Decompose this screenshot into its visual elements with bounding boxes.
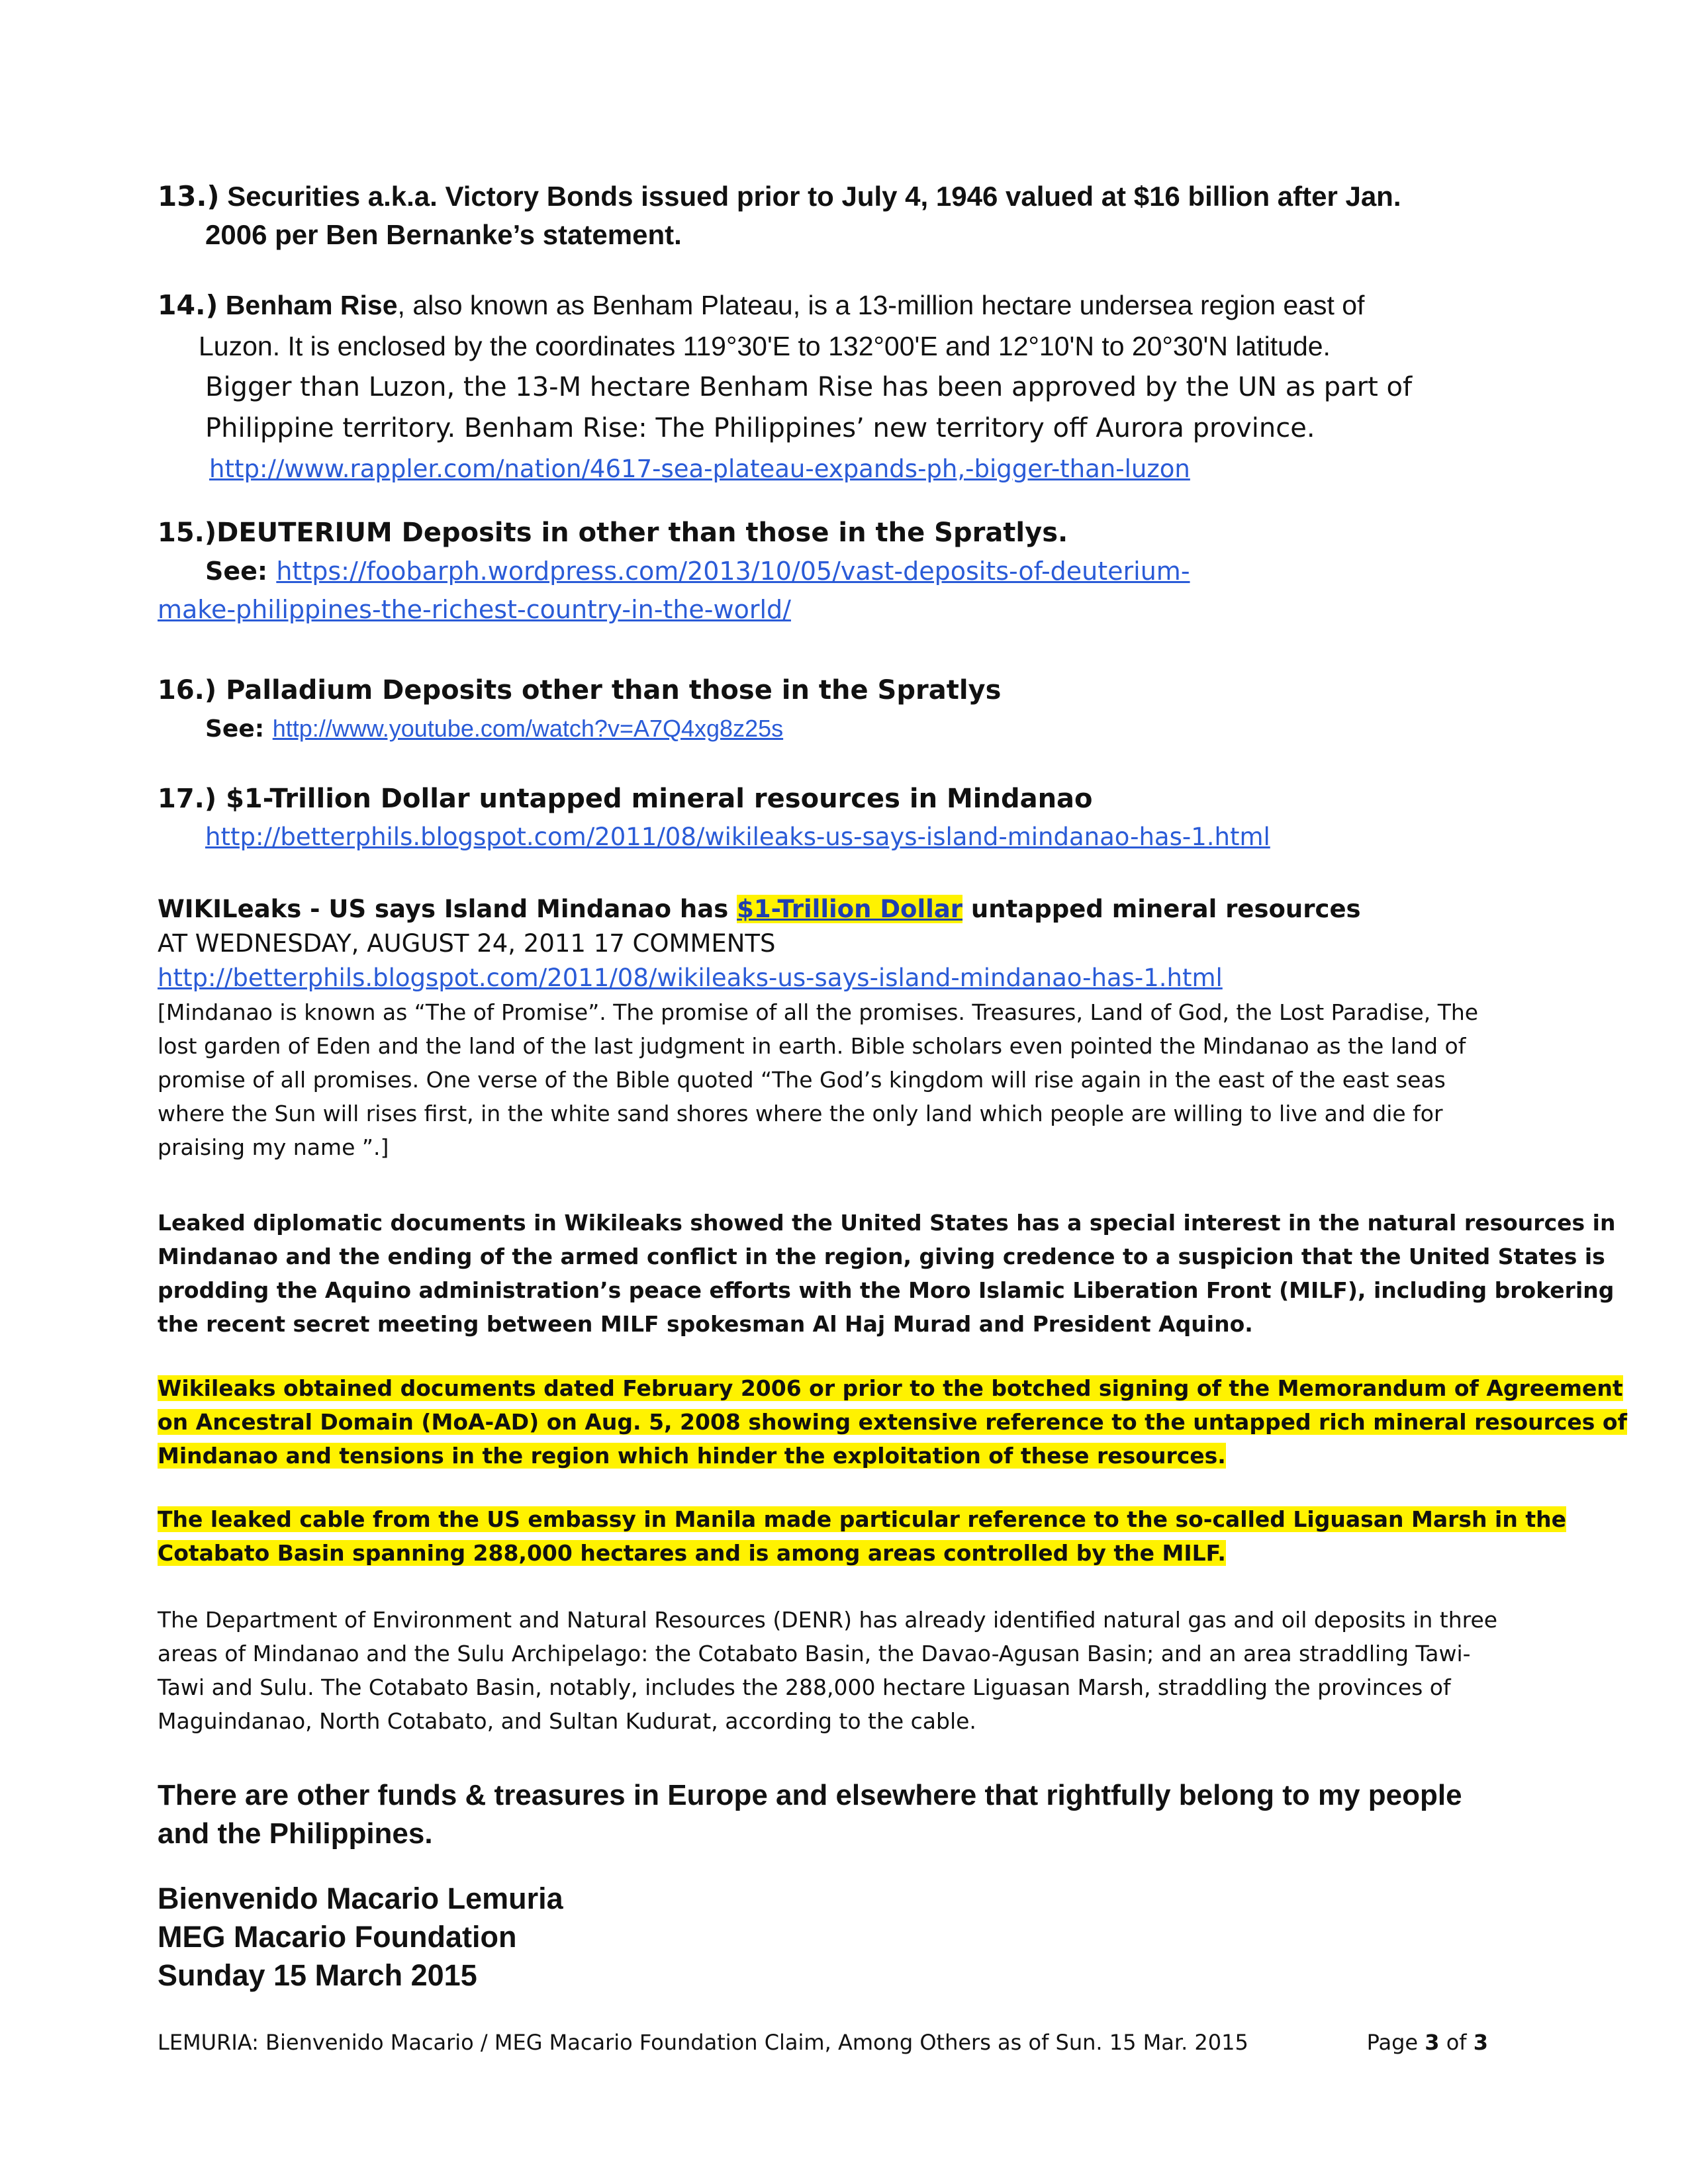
paragraph-denr (158, 1603, 1534, 1738)
article-date-line: AT WEDNESDAY, AUGUST 24, 2011 17 COMMENTS (158, 929, 776, 958)
signature-date: Sunday 15 March 2015 (158, 1958, 477, 1992)
item-13-text: Securities a.k.a. Victory Bonds issued prior to July 4, 1946 valued at $16 billion after Jan. (227, 181, 1401, 212)
p1-line-1: Leaked diplomatic documents in Wikileaks showed the United States has a special interest in the natural resources in (158, 1210, 1616, 1236)
item-16-number: 16.) (158, 675, 217, 705)
page-current: 3 (1425, 2030, 1440, 2055)
headline-pre: WIKILeaks - US says Island Mindanao has (158, 895, 737, 923)
item-15 (158, 514, 1534, 629)
item-16-link[interactable]: http://www.youtube.com/watch?v=A7Q4xg8z25s (272, 715, 784, 742)
item-17-title-line (158, 780, 1534, 818)
signature-org: MEG Macario Foundation (158, 1920, 517, 1954)
item-16-title-line (158, 671, 1534, 709)
item-17-number: 17.) (158, 784, 217, 814)
page-total: 3 (1473, 2030, 1488, 2055)
item-13-number: 13.) (158, 180, 220, 212)
p1-line-3: prodding the Aquino administration’s peace efforts with the Moro Islamic Liberation Front (MILF), including brokering (158, 1277, 1615, 1303)
item-14-line4: Philippine territory. Benham Rise: The Philippines’ new territory off Aurora province. (205, 413, 1315, 443)
item-17 (158, 780, 1534, 856)
paragraph-leaked-documents (158, 1206, 1616, 1341)
signature-block (158, 1880, 1534, 1995)
headline-highlight[interactable]: $1-Trillion Dollar (737, 895, 963, 923)
wikileaks-article (158, 892, 1534, 1164)
bracket-line-4: where the Sun will rises first, in the white sand shores where the only land which people are willing to live and die for (158, 1101, 1443, 1126)
p4-line-2: areas of Mindanao and the Sulu Archipelago: the Cotabato Basin, the Davao-Agusan Basin; and an area straddling Tawi- (158, 1641, 1471, 1666)
item-14 (158, 285, 1534, 490)
article-link[interactable]: http://betterphils.blogspot.com/2011/08/wikileaks-us-says-island-mindanao-has-1.html (158, 964, 1223, 992)
item-15-link-part1[interactable]: https://foobarph.wordpress.com/2013/10/05/vast-deposits-of-deuterium- (276, 557, 1190, 586)
p4-line-1: The Department of Environment and Natural Resources (DENR) has already identified natural gas and oil deposits in three (158, 1607, 1498, 1633)
item-16-see-label: See: (205, 715, 273, 743)
item-16-title: Palladium Deposits other than those in the Spratlys (226, 675, 1002, 705)
item-15-title: DEUTERIUM Deposits in other than those in the Spratlys. (216, 518, 1068, 548)
p2-line-1: Wikileaks obtained documents dated February 2006 or prior to the botched signing of the Memorandum of Agreement (158, 1375, 1623, 1401)
footer-text: LEMURIA: Bienvenido Macario / MEG Macario Foundation Claim, Among Others as of Sun. 15 Mar. 2015 (158, 2030, 1248, 2055)
item-15-number: 15.) (158, 518, 217, 548)
paragraph-leaked-cable (158, 1502, 1566, 1570)
headline-post: untapped mineral resources (962, 895, 1361, 923)
p3-line-2: Cotabato Basin spanning 288,000 hectares and is among areas controlled by the MILF. (158, 1540, 1226, 1566)
item-17-link[interactable]: http://betterphils.blogspot.com/2011/08/wikileaks-us-says-island-mindanao-has-1.html (205, 823, 1270, 851)
item-13-line1 (158, 177, 1534, 216)
p1-line-2: Mindanao and the ending of the armed conflict in the region, giving credence to a suspicion that the United States is (158, 1244, 1605, 1269)
item-16-see-line (158, 709, 1534, 749)
paragraph-wikileaks-obtained (158, 1371, 1627, 1473)
bracket-line-1: [Mindanao is known as “The of Promise”. The promise of all the promises. Treasures, Land of God, the Lost Paradise, The (158, 999, 1479, 1025)
page-number (1367, 2028, 1488, 2057)
closing-line-1: There are other funds & treasures in Europe and elsewhere that rightfully belong to my people (158, 1779, 1462, 1811)
p3-line-1: The leaked cable from the US embassy in Manila made particular reference to the so-called Liguasan Marsh in the (158, 1506, 1566, 1532)
item-14-number: 14.) (158, 289, 218, 321)
p4-line-4: Maguindanao, North Cotabato, and Sultan Kudurat, according to the cable. (158, 1708, 976, 1734)
item-14-line3: Bigger than Luzon, the 13-M hectare Benham Rise has been approved by the UN as part of (205, 372, 1413, 402)
closing-statement (158, 1776, 1534, 1853)
p2-line-2: on Ancestral Domain (MoA-AD) on Aug. 5, 2008 showing extensive reference to the untapped rich mineral resources of (158, 1409, 1627, 1435)
item-13 (158, 177, 1534, 254)
p1-line-4: the recent secret meeting between MILF spokesman Al Haj Murad and President Aquino. (158, 1311, 1253, 1337)
item-15-link-part2[interactable]: make-philippines-the-richest-country-in-the-world/ (158, 595, 791, 624)
article-headline (158, 892, 1534, 927)
item-14-line1-rest: , also known as Benham Plateau, is a 13-million hectare undersea region east of (397, 290, 1365, 320)
page-of: of (1439, 2030, 1474, 2055)
item-14-line1 (158, 285, 1534, 326)
bracket-line-3: promise of all promises. One verse of the Bible quoted “The God’s kingdom will rise again in the east of the east seas (158, 1067, 1446, 1093)
item-14-link[interactable]: http://www.rappler.com/nation/4617-sea-plateau-expands-ph,-bigger-than-luzon (209, 455, 1190, 483)
item-14-line2: Luzon. It is enclosed by the coordinates 119°30'E to 132°00'E and 12°10'N to 20°30'N latitude. (199, 331, 1331, 361)
closing-line-2: and the Philippines. (158, 1817, 433, 1850)
item-15-title-line (158, 514, 1534, 552)
signature-name: Bienvenido Macario Lemuria (158, 1882, 563, 1915)
item-14-term: Benham Rise (225, 290, 398, 320)
p4-line-3: Tawi and Sulu. The Cotabato Basin, notably, includes the 288,000 hectare Liguasan Marsh, straddling the provinces of (158, 1674, 1451, 1700)
bracket-line-2: lost garden of Eden and the land of the last judgment in earth. Bible scholars even pointed the Mindanao as the land of (158, 1033, 1466, 1059)
bracket-line-5: praising my name ”.] (158, 1134, 389, 1160)
item-15-see-line (158, 552, 1534, 590)
page-prefix: Page (1366, 2030, 1425, 2055)
item-13-line2: 2006 per Ben Bernanke’s statement. (205, 219, 682, 250)
p2-line-3: Mindanao and tensions in the region which hinder the exploitation of these resources. (158, 1443, 1226, 1469)
item-16 (158, 671, 1534, 749)
item-15-see-label: See: (205, 557, 277, 586)
item-17-title: $1-Trillion Dollar untapped mineral resources in Mindanao (226, 784, 1093, 814)
